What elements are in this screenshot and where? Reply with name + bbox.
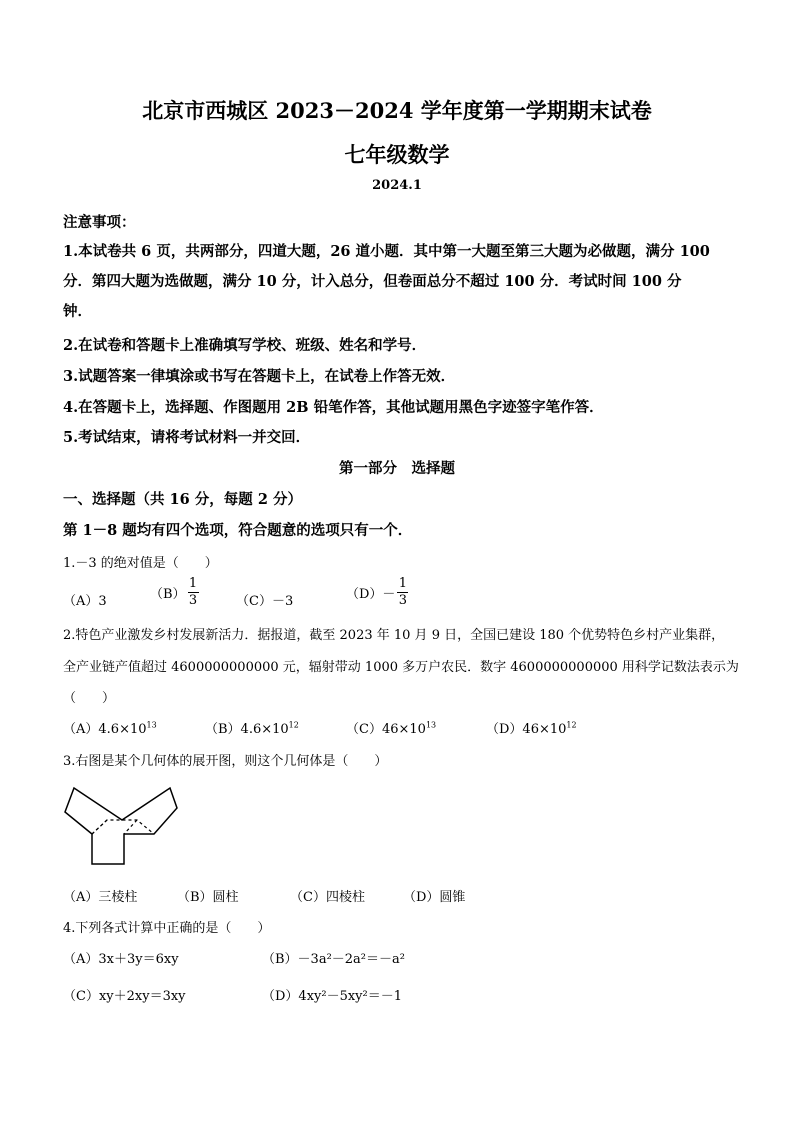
q3-net-figure bbox=[62, 784, 182, 874]
q3-option-c: （C）四棱柱 bbox=[290, 890, 365, 905]
notes-heading: 注意事项： bbox=[63, 214, 136, 231]
q3-option-b: （B）圆柱 bbox=[177, 890, 239, 905]
q1-option-d-fraction bbox=[397, 577, 408, 607]
q2-option-d-base: （D）46×10 bbox=[486, 722, 567, 737]
note-1-line-3: 钟． bbox=[63, 303, 92, 320]
q1-option-b bbox=[150, 577, 201, 607]
fraction-numerator: 1 bbox=[398, 576, 408, 591]
q2-option-b-base: （B）4.6×10 bbox=[205, 722, 289, 737]
q1-option-b-fraction bbox=[188, 577, 199, 607]
q3-stem: 3.右图是某个几何体的展开图，则这个几何体是（ ） bbox=[63, 754, 388, 769]
section-1-heading: 一、选择题（共 16 分，每题 2 分） bbox=[63, 491, 302, 508]
q4-option-a: （A）3x＋3y＝6xy bbox=[63, 952, 179, 967]
q1-option-d-label: （D）－ bbox=[346, 586, 396, 602]
note-5: 5.考试结束，请将考试材料一并交回． bbox=[63, 429, 311, 446]
note-4: 4.在答题卡上，选择题、作图题用 2B 铅笔作答，其他试题用黑色字迹签字笔作答． bbox=[63, 399, 604, 416]
q1-stem: 1.－3 的绝对值是（ ） bbox=[63, 556, 218, 571]
q2-option-a bbox=[63, 718, 157, 737]
fraction-numerator: 1 bbox=[188, 576, 198, 591]
exam-date: 2024.1 bbox=[372, 178, 422, 193]
q2-option-c-exponent: 13 bbox=[425, 720, 437, 730]
q1-option-c: （C）－3 bbox=[236, 594, 294, 609]
q1-option-a: （A）3 bbox=[63, 594, 107, 609]
net-outline bbox=[65, 788, 177, 864]
q2-line-2: 全产业链产值超过 4600000000000 元，辐射带动 1000 多万户农民．数字 4600000000000 用科学记数法表示为 bbox=[63, 660, 739, 675]
fraction-denominator: 3 bbox=[188, 592, 198, 608]
note-1-line-1: 1.本试卷共 6 页，共两部分，四道大题，26 道小题．其中第一大题至第三大题为必做题，满分 100 bbox=[63, 243, 710, 260]
q1-option-b-label: （B） bbox=[150, 586, 186, 602]
q4-stem: 4.下列各式计算中正确的是（ ） bbox=[63, 921, 271, 936]
note-2: 2.在试卷和答题卡上准确填写学校、班级、姓名和学号． bbox=[63, 337, 427, 354]
q2-option-d bbox=[486, 718, 577, 737]
q2-option-a-exponent: 13 bbox=[146, 720, 157, 730]
exam-subtitle: 七年级数学 bbox=[344, 142, 450, 167]
q2-option-c-base: （C）46×10 bbox=[346, 722, 426, 737]
net-fold-diagonals bbox=[92, 820, 137, 834]
q4-option-d: （D）4xy²－5xy²＝－1 bbox=[262, 989, 403, 1004]
q1-option-d bbox=[346, 577, 410, 607]
part-1-heading: 第一部分 选择题 bbox=[339, 460, 455, 477]
net-fold-lines bbox=[92, 820, 154, 834]
q2-option-c bbox=[346, 718, 436, 737]
q2-option-d-exponent: 12 bbox=[566, 720, 577, 730]
q2-line-3: （ ） bbox=[63, 691, 116, 706]
exam-title: 北京市西城区 2023－2024 学年度第一学期期末试卷 bbox=[142, 98, 652, 123]
q3-option-a: （A）三棱柱 bbox=[63, 890, 138, 905]
fraction-denominator: 3 bbox=[398, 592, 408, 608]
section-1-instruction: 第 1－8 题均有四个选项，符合题意的选项只有一个． bbox=[63, 522, 413, 539]
q2-line-1: 2.特色产业激发乡村发展新活力．据报道，截至 2023 年 10 月 9 日，全国已建设 180 个优势特色乡村产业集群， bbox=[63, 628, 725, 643]
note-1-line-2: 分．第四大题为选做题，满分 10 分，计入总分，但卷面总分不超过 100 分．考试时间 100 分 bbox=[63, 273, 682, 290]
note-3: 3.试题答案一律填涂或书写在答题卡上，在试卷上作答无效． bbox=[63, 368, 456, 385]
q2-option-b-exponent: 12 bbox=[288, 720, 299, 730]
q2-option-a-base: （A）4.6×10 bbox=[63, 722, 147, 737]
q2-option-b bbox=[205, 718, 299, 737]
q3-option-d: （D）圆锥 bbox=[403, 890, 466, 905]
q4-option-b: （B）－3a²－2a²＝－a² bbox=[262, 952, 405, 967]
q4-option-c: （C）xy＋2xy＝3xy bbox=[63, 989, 186, 1004]
